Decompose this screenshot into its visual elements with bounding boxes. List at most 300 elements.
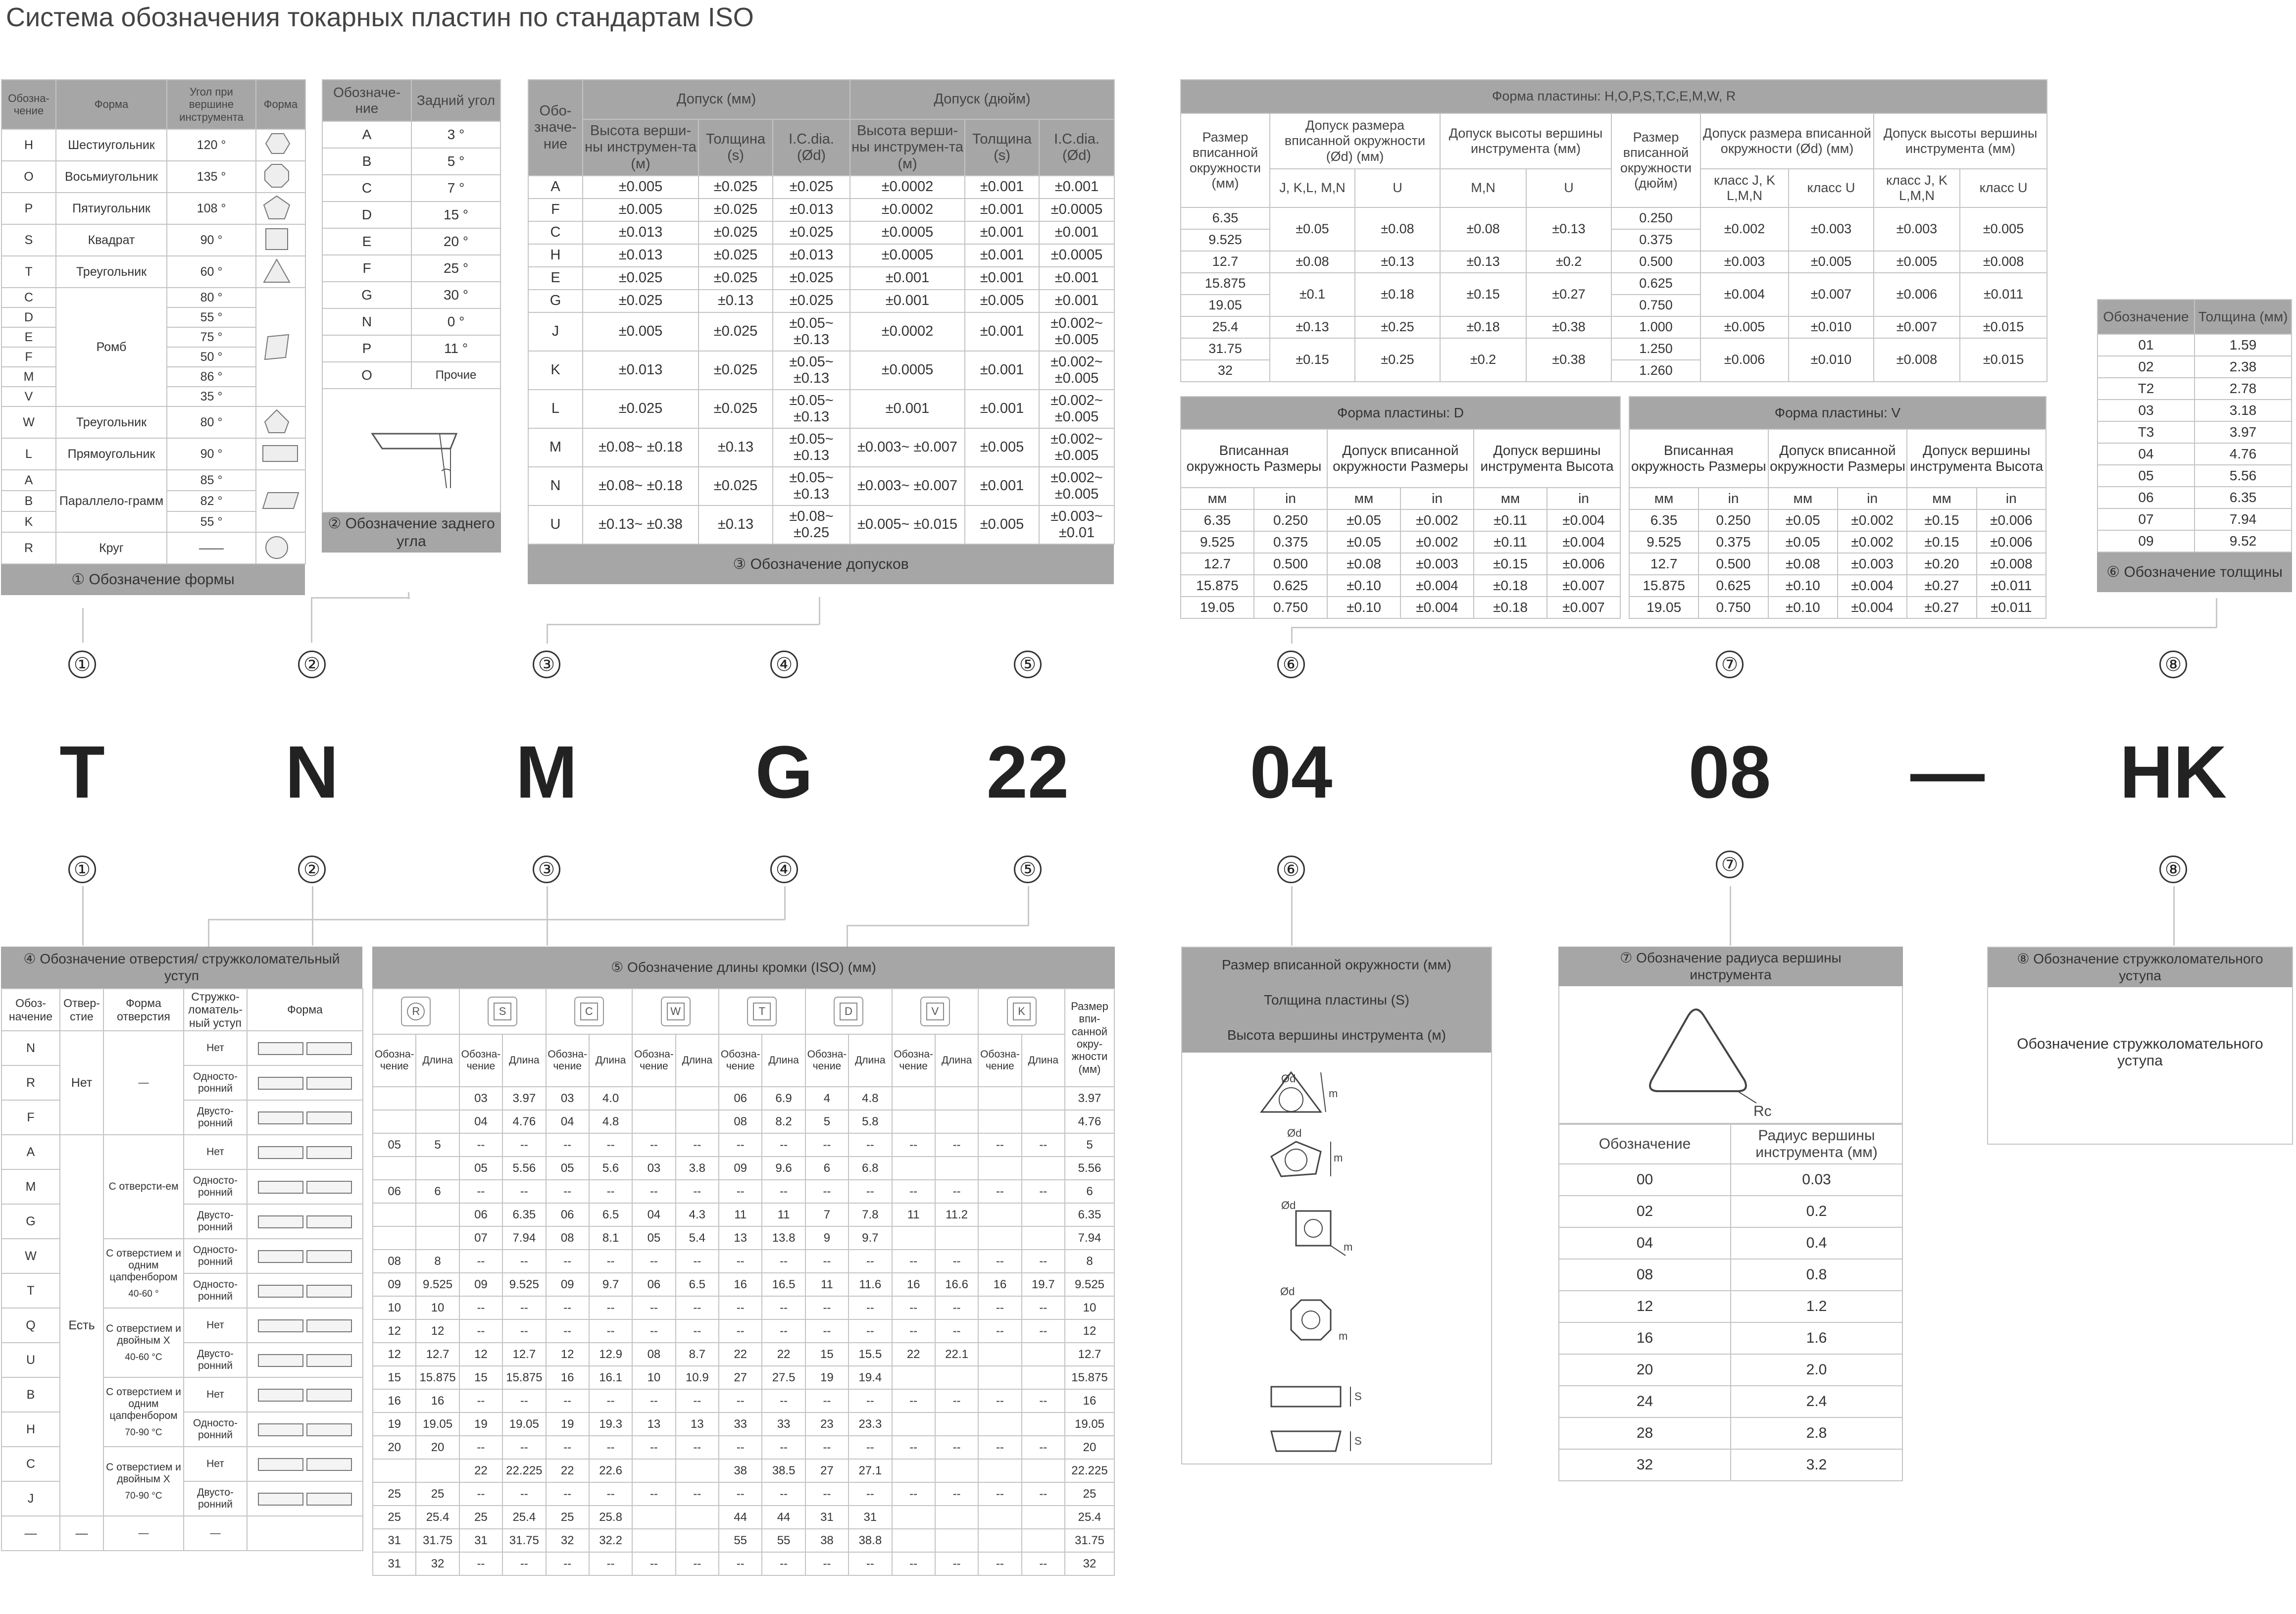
table-cell: ±0.08	[1355, 207, 1440, 251]
table-cell: ——	[167, 532, 256, 564]
table-cell: 9.525	[1065, 1273, 1114, 1296]
table-cell: 32	[416, 1552, 459, 1575]
table-cell: T	[1, 1273, 60, 1308]
table-cell: 10	[1065, 1296, 1114, 1319]
tolerance-table	[528, 79, 1114, 584]
table-cell: 3.2	[1731, 1449, 1902, 1481]
table-cell	[935, 1459, 978, 1482]
table-row	[1559, 1227, 1902, 1259]
table-cell: P	[322, 335, 411, 362]
table-cell: --	[935, 1552, 978, 1575]
dim-label: S	[1354, 1390, 1362, 1403]
table-cell: --	[849, 1389, 892, 1412]
table-cell	[632, 1459, 675, 1482]
table-row	[373, 1412, 1114, 1436]
position-number: ⑧	[2159, 651, 2187, 678]
table-cell: --	[892, 1319, 935, 1343]
table-row	[1181, 251, 2047, 273]
table-cell: 06	[2097, 487, 2195, 508]
table-cell: Круг	[56, 532, 167, 564]
table-row	[528, 467, 1114, 505]
table-cell: --	[935, 1436, 978, 1459]
col-header: in	[1698, 488, 1768, 509]
table-cell: 25	[546, 1506, 589, 1529]
position-number: ④	[770, 651, 798, 678]
table-cell: 9.525	[1181, 229, 1270, 251]
table-cell: ±0.007	[1547, 597, 1620, 618]
table-cell: --	[546, 1436, 589, 1459]
table-cell: 16	[1065, 1389, 1114, 1412]
col-header: Обозна-чение	[373, 1034, 416, 1087]
table-cell: ±0.38	[1526, 316, 1611, 338]
table-cell: ±0.001	[850, 267, 965, 290]
table-cell: ±0.001	[1039, 290, 1114, 312]
table-cell: ±0.013	[583, 244, 699, 267]
table-cell: ±0.005	[1789, 251, 1874, 273]
table-cell: 2.8	[1731, 1417, 1902, 1449]
table-cell	[1022, 1087, 1065, 1110]
col-header: Отвер-стие	[60, 989, 103, 1031]
table-row	[528, 199, 1114, 221]
table-cell: ±0.08~ ±0.18	[583, 467, 699, 505]
table-cell: ±0.025	[699, 176, 773, 199]
table-row	[528, 312, 1114, 351]
table-cell: ±0.10	[1327, 575, 1400, 597]
table-cell: ±0.003	[1789, 207, 1874, 251]
table-cell: T3	[2097, 421, 2195, 443]
table-cell: ±0.13	[699, 505, 773, 544]
table-cell: 13	[632, 1412, 675, 1436]
table-cell: --	[805, 1319, 849, 1343]
table-cell: 15.5	[849, 1343, 892, 1366]
table-row	[1559, 1417, 1902, 1449]
table-cell: 6.35	[1181, 509, 1254, 531]
insert-profile	[247, 1204, 363, 1239]
table-cell: B	[1, 1377, 60, 1412]
table-cell: N	[322, 308, 411, 335]
table-cell: 12	[373, 1343, 416, 1366]
table-row	[1, 161, 305, 193]
hole-form-angle: 40-60 °C	[125, 1352, 162, 1362]
table-cell: --	[1022, 1389, 1065, 1412]
position-number: ⑦	[1716, 851, 1744, 878]
table-cell	[892, 1412, 935, 1436]
insert-profile	[247, 1377, 363, 1412]
table-cell: --	[502, 1180, 546, 1203]
table-cell: 6	[805, 1157, 849, 1180]
label-height: Высота вершины инструмента (м)	[1227, 1027, 1447, 1043]
col-header: Допуск высоты вершины инструмента (мм)	[1440, 113, 1611, 169]
table-cell	[676, 1087, 719, 1110]
table-cell: --	[502, 1436, 546, 1459]
table-cell: ±0.25	[1355, 338, 1440, 382]
table-cell: --	[719, 1552, 762, 1575]
table-cell: 19	[373, 1412, 416, 1436]
table-cell: 19	[805, 1366, 849, 1389]
table-cell: 11 °	[411, 335, 500, 362]
table-cell: 10.9	[676, 1366, 719, 1389]
table-cell: ±0.27	[1526, 273, 1611, 316]
shape-letter: K	[1013, 1003, 1031, 1020]
hole-form-label: С отверстием и двойным X	[106, 1462, 181, 1485]
table-cell: ±0.20	[1907, 553, 1976, 575]
table-row	[528, 428, 1114, 467]
table-row	[373, 1034, 1114, 1087]
table-cell: Пятиугольник	[56, 193, 167, 224]
table-cell	[1022, 1459, 1065, 1482]
table-cell: --	[849, 1319, 892, 1343]
table-cell: --	[632, 1250, 675, 1273]
table-cell: 16	[719, 1273, 762, 1296]
table-cell: --	[459, 1180, 502, 1203]
table-cell: N	[1, 1031, 60, 1065]
table-row	[1629, 531, 2046, 553]
table-cell	[978, 1529, 1021, 1552]
dim-label: Ød	[1287, 1127, 1302, 1139]
table-cell: --	[632, 1296, 675, 1319]
hole-form	[103, 1239, 184, 1308]
table-cell: Нет	[184, 1377, 247, 1412]
col-header: Угол при вершине инструмента	[167, 80, 256, 129]
table-cell: 0.625	[1254, 575, 1327, 597]
table-cell: 5.4	[676, 1226, 719, 1250]
table-cell	[373, 1459, 416, 1482]
table-cell: --	[978, 1552, 1021, 1575]
table-cell: --	[719, 1436, 762, 1459]
table-row	[1629, 488, 2046, 509]
table-row	[1181, 397, 1620, 429]
connector	[208, 919, 785, 920]
table-row	[2097, 400, 2292, 421]
table-cell	[1022, 1366, 1065, 1389]
table-cell: 10	[373, 1296, 416, 1319]
insert-profile	[247, 1135, 363, 1169]
table-row	[1, 1239, 363, 1273]
table-cell: 19.05	[502, 1412, 546, 1436]
table-cell: ±0.13	[1355, 251, 1440, 273]
table-cell: ±0.10	[1768, 597, 1838, 618]
table-cell	[978, 1366, 1021, 1389]
table-cell: 38.5	[762, 1459, 805, 1482]
table-row	[322, 228, 500, 255]
table-cell: ±0.002~ ±0.005	[1039, 351, 1114, 390]
table-cell: 09	[546, 1273, 589, 1296]
table-cell: ±0.005	[965, 428, 1039, 467]
table-cell: ±0.05~ ±0.13	[773, 351, 850, 390]
table-cell: ±0.002	[1838, 531, 1907, 553]
table-row	[528, 221, 1114, 244]
table-cell: 44	[719, 1506, 762, 1529]
table-cell: --	[719, 1250, 762, 1273]
table-cell: ±0.08~ ±0.25	[773, 505, 850, 544]
table-cell: 0.750	[1254, 597, 1327, 618]
col-header: Допуск размера вписанной окружности (Ød) (мм)	[1270, 113, 1440, 169]
connector	[1291, 627, 1293, 644]
table-cell: --	[805, 1389, 849, 1412]
table-cell: --	[632, 1133, 675, 1157]
table-row	[528, 351, 1114, 390]
table-cell: --	[762, 1436, 805, 1459]
table-cell: 0.375	[1611, 229, 1700, 251]
col-header: Обозначе-ние	[322, 80, 411, 121]
shape-letter: S	[494, 1003, 511, 1020]
table-cell: 20 °	[411, 228, 500, 255]
table-cell: 25	[373, 1506, 416, 1529]
table-cell: 07	[2097, 508, 2195, 530]
table-cell: --	[632, 1319, 675, 1343]
connector	[784, 886, 786, 920]
table-cell	[632, 1506, 675, 1529]
table-cell: 06	[719, 1087, 762, 1110]
table-cell: 55	[762, 1529, 805, 1552]
table-cell: 9.6	[762, 1157, 805, 1180]
table-title: ④ Обозначение отверстия/ стружколомательный уступ	[1, 947, 362, 988]
col-header: Обозначение	[1559, 1124, 1731, 1164]
table-row	[1181, 338, 2047, 360]
table-cell: 31.75	[416, 1529, 459, 1552]
table-cell: 15.875	[1181, 273, 1270, 295]
table-cell: 12	[373, 1319, 416, 1343]
col-header: Задний угол	[411, 80, 500, 121]
code-letter: N	[285, 730, 339, 813]
table-cell: 6.8	[849, 1157, 892, 1180]
shape-r-icon	[373, 989, 459, 1034]
table-cell: 15	[805, 1343, 849, 1366]
table-cell: 33	[762, 1412, 805, 1436]
shape-icon	[256, 438, 305, 470]
table-cell: ±0.007	[1789, 273, 1874, 316]
table-cell: 9.525	[502, 1273, 546, 1296]
table-cell: 1.6	[1731, 1322, 1902, 1354]
table-cell: J	[528, 312, 583, 351]
connector	[312, 886, 313, 946]
table-cell: 12.7	[502, 1343, 546, 1366]
table-cell: ±0.0002	[850, 312, 965, 351]
table-cell: Параллело-грамм	[56, 470, 167, 532]
table-cell: --	[762, 1133, 805, 1157]
table-row	[373, 1180, 1114, 1203]
table-cell	[935, 1506, 978, 1529]
table-cell: 90 °	[167, 438, 256, 470]
table-cell	[373, 1226, 416, 1250]
table-cell: ±0.13	[1270, 316, 1355, 338]
table-cell: --	[502, 1389, 546, 1412]
table-cell: 05	[459, 1157, 502, 1180]
table-cell	[373, 1087, 416, 1110]
table-cell: --	[892, 1180, 935, 1203]
table-row	[1181, 597, 1620, 618]
table-cell: ±0.001	[850, 290, 965, 312]
table-cell: --	[805, 1133, 849, 1157]
table-cell: ±0.002	[1400, 531, 1474, 553]
col-header: Размер впи-санной окру-жности (мм)	[1065, 989, 1114, 1087]
table-row	[1, 1516, 363, 1551]
shape-c-icon	[546, 989, 633, 1034]
table-cell: ±0.005	[583, 176, 699, 199]
table-cell: 15.875	[1629, 575, 1698, 597]
shape-t-icon	[719, 989, 805, 1034]
table-cell: 6.35	[502, 1203, 546, 1226]
table-row	[2097, 530, 2292, 552]
table-cell: --	[589, 1133, 632, 1157]
col-header: U	[1526, 169, 1611, 207]
table-cell: 5.8	[849, 1110, 892, 1133]
table-cell: 4.3	[676, 1203, 719, 1226]
table-row	[1559, 1196, 1902, 1227]
table-cell: ±0.05	[1327, 531, 1400, 553]
dim-label: Ød	[1281, 1072, 1296, 1085]
table-cell: 15.875	[1181, 575, 1254, 597]
table-cell: ±0.13~ ±0.38	[583, 505, 699, 544]
table-cell: 60 °	[167, 256, 256, 288]
table-row	[1629, 575, 2046, 597]
table-cell: G	[1, 1204, 60, 1239]
table-cell: --	[978, 1389, 1021, 1412]
table-cell	[676, 1506, 719, 1529]
chipbreaker-panel	[1987, 947, 2293, 1145]
table-cell: E	[528, 267, 583, 290]
table-cell: 0.625	[1698, 575, 1768, 597]
table-row	[373, 1389, 1114, 1412]
table-cell: 23.3	[849, 1412, 892, 1436]
table-cell: ±0.025	[583, 390, 699, 428]
table-cell	[978, 1110, 1021, 1133]
table-cell: 31	[849, 1506, 892, 1529]
table-cell: B	[322, 148, 411, 175]
table-cell: F	[528, 199, 583, 221]
table-cell: 32	[1065, 1552, 1114, 1575]
table-row	[373, 1203, 1114, 1226]
table-cell: ±0.006	[1977, 531, 2046, 553]
col-header: Вписанная окружность Размеры	[1181, 429, 1327, 488]
table-cell: 6.9	[762, 1087, 805, 1110]
table-cell: 04	[546, 1110, 589, 1133]
table-cell: U	[1, 1343, 60, 1377]
table-cell: --	[892, 1250, 935, 1273]
table-cell: 135 °	[167, 161, 256, 193]
insert-profile	[247, 1031, 363, 1065]
table-cell: 6.35	[1181, 207, 1270, 229]
table-cell: 8.7	[676, 1343, 719, 1366]
col-header: Длина	[676, 1034, 719, 1087]
table-cell: 10	[632, 1366, 675, 1389]
table-row	[1559, 1449, 1902, 1481]
table-cell: 6.5	[589, 1203, 632, 1226]
table-cell: --	[1022, 1180, 1065, 1203]
table-cell	[978, 1203, 1021, 1226]
shape-icon-frame	[661, 997, 691, 1026]
table-cell: ±0.005	[1700, 316, 1789, 338]
table-cell: ±0.13	[699, 428, 773, 467]
table-cell: ±0.004	[1547, 531, 1620, 553]
table-cell: 8	[1065, 1250, 1114, 1273]
table-cell: 24	[1559, 1386, 1731, 1417]
table-row	[1559, 1164, 1902, 1196]
position-number: ⑦	[1716, 651, 1744, 678]
shape-letter: R	[407, 1003, 425, 1020]
table-cell: W	[1, 406, 56, 438]
table-cell: --	[676, 1296, 719, 1319]
table-cell: ±0.10	[1768, 575, 1838, 597]
table-cell: 22	[892, 1343, 935, 1366]
table-row	[1629, 397, 2046, 429]
table-cell: 28	[1559, 1417, 1731, 1449]
table-cell: ±0.025	[773, 267, 850, 290]
table-cell: ±0.015	[1960, 338, 2047, 382]
table-cell: ±0.013	[773, 199, 850, 221]
table-cell	[1022, 1157, 1065, 1180]
table-cell: 22.1	[935, 1343, 978, 1366]
table-row	[1559, 1386, 1902, 1417]
col-header: Допуск вписанной окружности Размеры	[1327, 429, 1474, 488]
col-header: мм	[1768, 488, 1838, 509]
table-cell: ±0.025	[699, 467, 773, 505]
table-cell: 2.4	[1731, 1386, 1902, 1417]
dim-label: Ød	[1281, 1199, 1296, 1211]
table-cell: ±0.05	[1768, 509, 1838, 531]
table-cell: ±0.005	[1960, 207, 2047, 251]
table-cell: ±0.008	[1977, 553, 2046, 575]
hole-form	[103, 1308, 184, 1377]
table-cell: ±0.05~ ±0.13	[773, 428, 850, 467]
table-cell: 19.3	[589, 1412, 632, 1436]
hole-form-angle: 40-60 °	[128, 1288, 159, 1299]
code-letter: 04	[1249, 730, 1333, 813]
table-cell: --	[849, 1180, 892, 1203]
table-cell: 22	[719, 1343, 762, 1366]
table-cell: 38	[719, 1459, 762, 1482]
position-number: ②	[298, 856, 326, 883]
table-cell: Q	[1, 1308, 60, 1343]
table-row	[1, 470, 305, 491]
table-cell: 09	[719, 1157, 762, 1180]
table-cell: 16.5	[762, 1273, 805, 1296]
hole-table	[1, 947, 362, 1551]
table-cell: 5	[805, 1110, 849, 1133]
table-cell: 0.500	[1698, 553, 1768, 575]
table-cell: 7.94	[1065, 1226, 1114, 1250]
table-row	[2097, 378, 2292, 400]
table-cell: ±0.010	[1789, 338, 1874, 382]
table-cell: 7.94	[502, 1226, 546, 1250]
hole-form-angle: 70-90 °C	[125, 1427, 162, 1438]
table-cell	[676, 1110, 719, 1133]
table-cell: 15.875	[416, 1366, 459, 1389]
table-cell: ±0.011	[1977, 575, 2046, 597]
table-cell: --	[632, 1482, 675, 1506]
table-cell: 6.35	[2195, 487, 2292, 508]
table-cell: 82 °	[167, 491, 256, 511]
table-row	[322, 282, 500, 308]
hole-form-label: С отверстием и двойным X	[106, 1323, 181, 1347]
table-cell: --	[459, 1436, 502, 1459]
table-cell: ±0.0005	[850, 221, 965, 244]
table-cell	[632, 1529, 675, 1552]
table-cell: Шестиугольник	[56, 129, 167, 161]
table-cell: 19.05	[416, 1412, 459, 1436]
table-cell: 19.4	[849, 1366, 892, 1389]
table-cell: 9.525	[416, 1273, 459, 1296]
table-cell: M	[1, 367, 56, 387]
table-cell: --	[589, 1296, 632, 1319]
dimension-panel	[1181, 947, 1492, 1464]
table-cell: N	[528, 467, 583, 505]
table-row	[528, 176, 1114, 199]
col-header: Допуск вписанной окружности Размеры	[1768, 429, 1907, 488]
table-cell: 22.225	[502, 1459, 546, 1482]
table-cell: 4.76	[1065, 1110, 1114, 1133]
table-cell: L	[1, 438, 56, 470]
